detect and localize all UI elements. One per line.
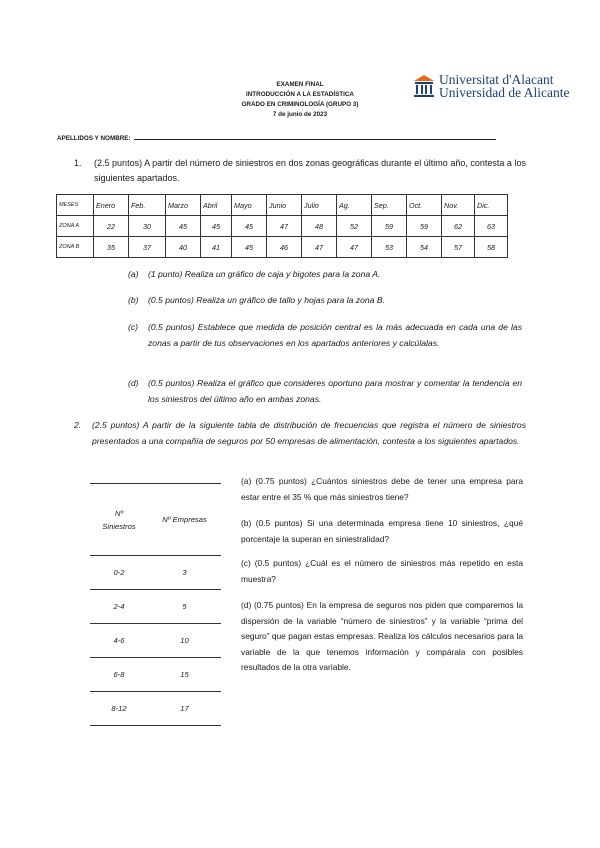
col-header-line: Nº bbox=[114, 508, 124, 518]
name-underline bbox=[134, 133, 496, 140]
table-cell: Julio bbox=[302, 195, 337, 216]
question-1-text: (2.5 puntos) A partir del número de siniestros en dos zonas geográficas durante el último año, contesta a los siguientes apartados. bbox=[94, 158, 526, 183]
table-cell: Oct. bbox=[407, 195, 442, 216]
monthly-claims-table bbox=[56, 194, 508, 258]
exam-header bbox=[170, 80, 430, 120]
table-cell: 57 bbox=[442, 237, 475, 258]
table-row bbox=[57, 216, 508, 237]
table-cell: 0-2 bbox=[90, 556, 148, 590]
logo-text-spanish: Universidad de Alicante bbox=[439, 85, 570, 100]
table-row bbox=[90, 590, 221, 624]
name-field bbox=[57, 133, 496, 142]
q2-sub-c: (c) (0.5 puntos) ¿Cuál es el número de siniestros más repetido en esta muestra? bbox=[241, 558, 523, 584]
q2-sub-a: (a) (0.75 puntos) ¿Cuántos siniestros debe de tener una empresa para estar entre el 35 % que más siniestros tiene? bbox=[241, 476, 523, 502]
table-cell: Nov. bbox=[442, 195, 475, 216]
question-1 bbox=[74, 156, 526, 186]
table-cell: Dic. bbox=[475, 195, 508, 216]
question-2-text: (2.5 puntos) A partir de la siguiente tabla de distribución de frecuencias que registra el número de siniestros presentados a una compañía de seguros por 50 empresas de alimentación, contesta a los siguientes apartados. bbox=[92, 420, 526, 446]
table-cell: 46 bbox=[267, 237, 302, 258]
table-cell: 59 bbox=[407, 216, 442, 237]
table-cell: 47 bbox=[267, 216, 302, 237]
table-row-label: ZONA A bbox=[57, 216, 94, 237]
table-cell: 5 bbox=[148, 590, 221, 624]
question-2 bbox=[74, 417, 526, 449]
logo-text-valencian: Universitat d'Alacant bbox=[439, 72, 554, 87]
table-row bbox=[90, 624, 221, 658]
q1-sub-b bbox=[128, 292, 522, 308]
sub-text: (0.5 puntos) Establece que medida de posición central es la más adecuada en cada una de las zonas a partir de tus observaciones en los apartados anteriores y calcúlalas. bbox=[148, 322, 522, 348]
q1-sub-d bbox=[128, 375, 522, 407]
table-header-cell: Nº Empresas bbox=[148, 484, 221, 556]
table-cell: 54 bbox=[407, 237, 442, 258]
table-cell: 3 bbox=[148, 556, 221, 590]
q1-sub-c bbox=[128, 319, 522, 351]
table-cell: 45 bbox=[166, 216, 201, 237]
course-name: INTRODUCCIÓN A LA ESTADÍSTICA bbox=[246, 91, 354, 98]
table-cell: Mayo bbox=[232, 195, 267, 216]
sub-text: (1 punto) Realiza un gráfico de caja y bigotes para la zona A. bbox=[148, 269, 381, 279]
table-row bbox=[90, 692, 221, 726]
table-cell: 10 bbox=[148, 624, 221, 658]
q1-sub-a bbox=[128, 266, 522, 282]
name-field-label: APELLIDOS Y NOMBRE: bbox=[57, 135, 131, 142]
table-cell: 4-6 bbox=[90, 624, 148, 658]
sub-text: (0.5 puntos) Realiza el gráfico que consideres oportuno para mostrar y comentar la tendencia en los siniestros del último año en ambas zonas. bbox=[148, 378, 522, 404]
table-cell: Enero bbox=[94, 195, 129, 216]
exam-title: EXAMEN FINAL bbox=[276, 81, 324, 88]
table-cell: 45 bbox=[232, 216, 267, 237]
table-cell: 62 bbox=[442, 216, 475, 237]
table-cell: 47 bbox=[337, 237, 372, 258]
table-cell: 6-8 bbox=[90, 658, 148, 692]
table-cell: Feb. bbox=[129, 195, 166, 216]
q2-sub-d: (d) (0.75 puntos) En la empresa de seguros nos piden que comparemos la dispersión de la variable “número de siniestros” y la variable “prima del seguro” que pagan estas empresas. Realiza los cálculos necesarios para la variable de la que tenemos información y compárala con posibles resultados de la otra variable. bbox=[241, 600, 523, 672]
question-2-number: 2. bbox=[74, 420, 82, 430]
sub-label: (a) bbox=[128, 269, 139, 279]
university-logo bbox=[413, 72, 570, 102]
table-header-row bbox=[90, 484, 221, 556]
table-cell: Ag. bbox=[337, 195, 372, 216]
table-cell: 52 bbox=[337, 216, 372, 237]
table-cell: 41 bbox=[201, 237, 232, 258]
table-cell: 47 bbox=[302, 237, 337, 258]
table-cell: 63 bbox=[475, 216, 508, 237]
table-row bbox=[90, 556, 221, 590]
table-cell: 8-12 bbox=[90, 692, 148, 726]
table-cell: 53 bbox=[372, 237, 407, 258]
table-cell: 45 bbox=[232, 237, 267, 258]
frequency-table bbox=[90, 483, 221, 726]
table-cell: 30 bbox=[129, 216, 166, 237]
sub-label: (d) bbox=[128, 378, 139, 388]
table-cell: Marzo bbox=[166, 195, 201, 216]
table-cell: Junio bbox=[267, 195, 302, 216]
table-cell: 40 bbox=[166, 237, 201, 258]
table-cell: 59 bbox=[372, 216, 407, 237]
exam-date: 7 de junio de 2023 bbox=[272, 111, 328, 118]
table-cell: 17 bbox=[148, 692, 221, 726]
sub-label: (c) bbox=[128, 322, 139, 332]
table-cell: 15 bbox=[148, 658, 221, 692]
question-1-number: 1. bbox=[74, 158, 82, 168]
table-header-row bbox=[57, 195, 508, 216]
table-cell: 37 bbox=[129, 237, 166, 258]
table-header-cell bbox=[90, 484, 148, 556]
table-cell: 58 bbox=[475, 237, 508, 258]
table-cell: 35 bbox=[94, 237, 129, 258]
university-emblem-icon bbox=[413, 74, 435, 98]
table-cell: 22 bbox=[94, 216, 129, 237]
table-cell: MESES bbox=[57, 195, 94, 216]
table-row-label: ZONA B bbox=[57, 237, 94, 258]
table-cell: 48 bbox=[302, 216, 337, 237]
table-cell: Sep. bbox=[372, 195, 407, 216]
sub-label: (b) bbox=[128, 295, 139, 305]
sub-text: (0.5 puntos) Realiza un gráfico de tallo y hojas para la zona B. bbox=[148, 295, 385, 305]
degree-group: GRADO EN CRIMINOLOGÍA (GRUPO 3) bbox=[241, 101, 359, 108]
table-row bbox=[57, 237, 508, 258]
table-cell: 45 bbox=[201, 216, 232, 237]
q2-sub-b: (b) (0.5 puntos) Si una determinada empresa tiene 10 siniestros, ¿qué porcentaje la superan en siniestralidad? bbox=[241, 518, 523, 544]
col-header-line: Siniestros bbox=[102, 521, 136, 531]
table-cell: Abril bbox=[201, 195, 232, 216]
table-row bbox=[90, 658, 221, 692]
table-cell: 2-4 bbox=[90, 590, 148, 624]
